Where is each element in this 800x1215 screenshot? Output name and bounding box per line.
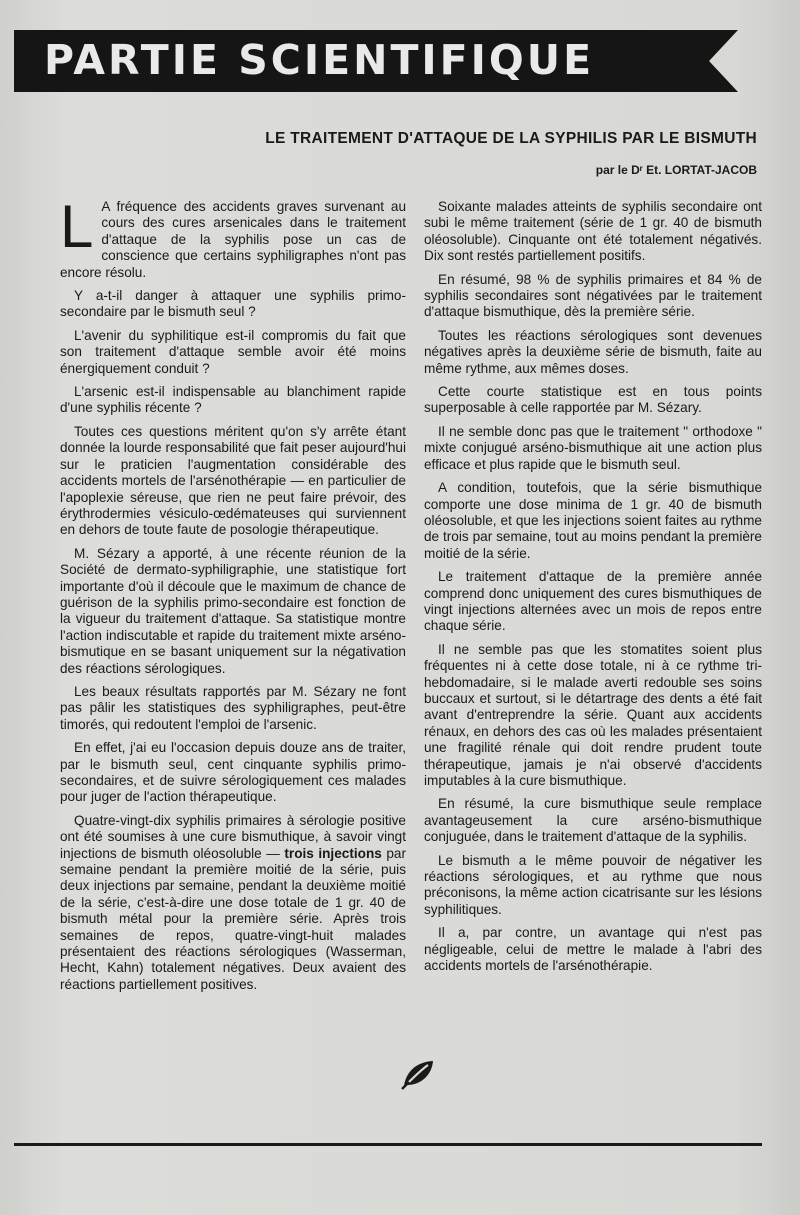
paragraph: M. Sézary a apporté, à une récente réunion de la Société de dermato-syphiligraphie, une statistique fort importante d'où il découle que le maximum de chance de guérison de la syphilis primo-secondaire est fonction de la vigueur du traitement d'attaque. Sa statistique montre l'action indiscutable et rapide du traitement mixte arséno-bismutique en se basant uniquement sur la négativation des réactions sérologiques. [60,545,406,676]
paragraph: Le traitement d'attaque de la première année comprend donc uniquement des cures bismuthiques de vingt injections alternées avec un mois de repos entre chaque série. [424,569,762,634]
paragraph: Soixante malades atteints de syphilis secondaire ont subi le même traitement (série de 1 gr. 40 de bismuth oléosoluble). Cinquante ont été totalement négativés. Dix sont restés partiellement positifs. [424,199,762,264]
paragraph: En résumé, 98 % de syphilis primaires et 84 % de syphilis secondaires sont négativées par le traitement d'attaque bismuthique, dès la première série. [424,271,762,320]
footer-rule [14,1143,762,1146]
paragraph: Cette courte statistique est en tous points superposable à celle rapportée par M. Sézary. [424,384,762,416]
author-byline: par le Dʳ Et. LORTAT-JACOB [595,163,757,177]
paragraph: Toutes ces questions méritent qu'on s'y arrête étant donnée la lourde responsabilité que fait peser aujourd'hui sur le praticien l'augmentation considérable des accidents mortels de l'arsénothérapie — en particulier de l'apoplexie séreuse, que rien ne peut faire prévoir, des érythrodermies vésiculo-œdémateuses qui surviennent en dehors de toute faute de posologie thérapeutique. [60,423,406,538]
emphasis-text: trois injections [284,845,382,861]
paragraph: Il ne semble pas que les stomatites soient plus fréquentes ni à cette dose totale, ni à ce rythme tri-hebdomadaire, si le malade averti redouble ses soins buccaux et surtout, si le détartrage des dents a été fait avant d'entreprendre la série. Quant aux accidents rénaux, en dehors des cas où les malades présentaient une fragilité rénale qui doit rendre prudent toute thérapeutique, jamais je n'ai observé d'accidents imputables à la cure bismuthique. [424,641,762,788]
paragraph: Y a-t-il danger à attaquer une syphilis primo-secondaire par le bismuth seul ? [60,288,406,320]
leaf-ornament-icon [400,1058,436,1090]
paragraph: L'avenir du syphilitique est-il compromis du fait que son traitement d'attaque semble avoir été moins énergiquement conduit ? [60,327,406,376]
drop-cap: L [60,193,94,260]
paragraph: L'arsenic est-il indispensable au blanchiment rapide d'une syphilis récente ? [60,384,406,416]
article-title: LE TRAITEMENT D'ATTAQUE DE LA SYPHILIS PAR LE BISMUTH [265,130,757,147]
left-column [60,193,406,1000]
paragraph: En résumé, la cure bismuthique seule remplace avantageusement la cure arséno-bismuthique conjuguée, dans le traitement d'attaque de la syphilis. [424,796,762,845]
paragraph: En effet, j'ai eu l'occasion depuis douze ans de traiter, par le bismuth seul, cent cinquante syphilis primo-secondaires, et de suivre sérologiquement ces malades pour juger de l'action thérapeutique. [60,740,406,805]
paragraph [60,193,406,281]
paragraph: Le bismuth a le même pouvoir de négativer les réactions sérologiques, et au rythme que nous préconisons, la même action cicatrisante sur les lésions syphilitiques. [424,852,762,917]
right-column [424,199,762,981]
paragraph: Il a, par contre, un avantage qui n'est pas négligeable, celui de mettre le malade à l'abri des accidents mortels de l'arsénothérapie. [424,925,762,974]
section-title: PARTIE SCIENTIFIQUE [44,36,595,84]
paragraph: Il ne semble donc pas que le traitement " orthodoxe " mixte conjugué arséno-bismuthique ait une action plus efficace et plus rapide que le bismuth seul. [424,423,762,472]
paragraph: A condition, toutefois, que la série bismuthique comporte une dose minima de 1 gr. 40 de bismuth oléosoluble, et que les injections soient faites au rythme de trois par semaine, tout au moins pendant la première moitié de la série. [424,480,762,561]
paragraph: Les beaux résultats rapportés par M. Sézary ne font pas pâlir les statistiques des syphiligraphes, peut-être timorés, qui redoutent l'emploi de l'arsenic. [60,683,406,732]
paragraph-text: Quatre-vingt-dix syphilis primaires à sérologie positive ont été soumises à une cure bismuthique, à savoir vingt injections de bismuth oléosoluble — [60,812,406,861]
paragraph-text: A fréquence des accidents graves survenant au cours des cures arsenicales dans le traitement d'attaque de la syphilis pose un cas de conscience que certains syphiligraphes n'ont pas encore résolu. [60,199,406,280]
paragraph-text: par semaine pendant la première moitié de la série, puis deux injections par semaine, pendant la deuxième moitié de la série, c'est-à-dire une dose totale de 1 gr. 40 de bismuth métal pour la première série. Après trois semaines de repos, quatre-vingt-huit malades présentaient des réactions sérologiques (Wasserman, Hecht, Kahn) totalement négatives. Deux avaient des réactions partiellement positives. [60,845,406,992]
paragraph: Toutes les réactions sérologiques sont devenues négatives après la deuxième série de bismuth, faite au même rythme, aux mêmes doses. [424,327,762,376]
paragraph [60,813,406,993]
